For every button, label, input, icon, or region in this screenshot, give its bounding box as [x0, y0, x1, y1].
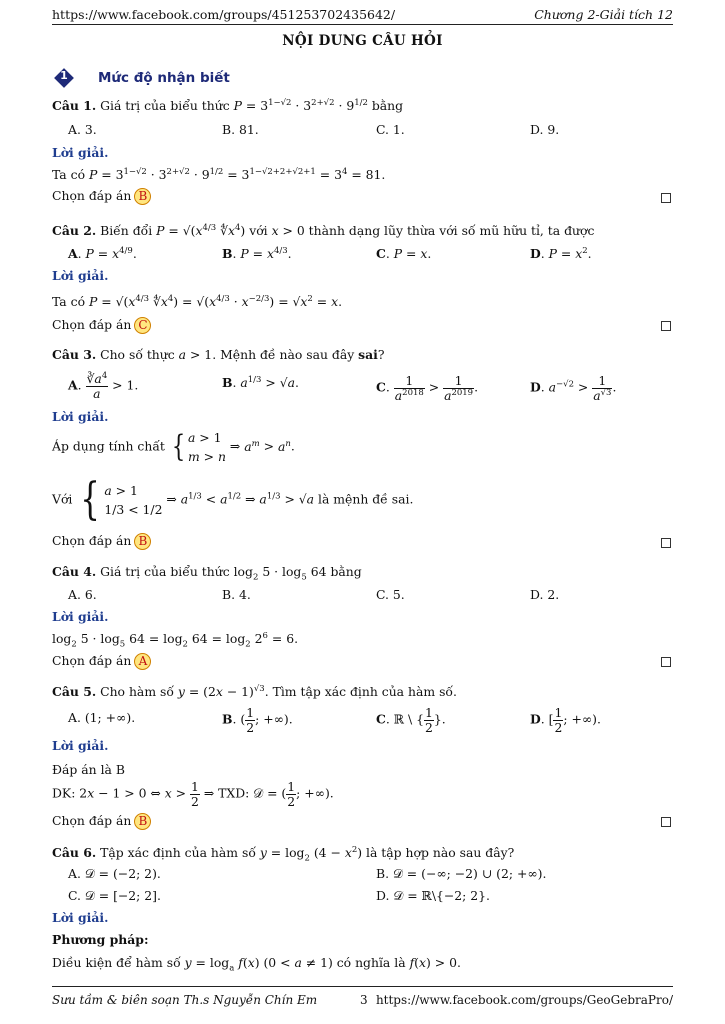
- q3-end-box: [661, 538, 671, 548]
- q3-option-a: A. $\frac{∛a^4}{a}$ > 1.: [68, 370, 139, 401]
- q3-solution-property: Áp dụng tính chất { a > 1 m > n ⇒ $a^m > a^n$.: [52, 429, 295, 465]
- q5-option-b: B. ( $\frac{1}{2}$ ; +∞).: [222, 705, 293, 735]
- q1-option-a: A. 3.: [68, 122, 97, 137]
- q2-option-c: C. P = x.: [376, 246, 432, 261]
- footer-url[interactable]: https://www.facebook.com/groups/GeoGebraPro/: [375, 993, 673, 1007]
- question-3-stem: Câu 3. Cho số thực a > 1. Mệnh đề nào sau đây sai?: [52, 347, 385, 362]
- question-5-stem: Câu 5. Cho hàm số $y = (2x - 1)^{√3}$. Tìm tập xác định của hàm số.: [52, 683, 457, 699]
- q4-option-c: C. 5.: [376, 587, 405, 602]
- q5-answer: Chọn đáp án B: [52, 813, 151, 830]
- q6-option-d: D. 𝒟 = ℝ\{−2; 2}.: [376, 888, 490, 903]
- q4-solution-line: $\log_2 5 \cdot \log_5 64 = \log_2 64 = \log_2 2^6 = 6$.: [52, 630, 299, 650]
- section-number-badge: 1: [54, 68, 74, 88]
- q2-answer-badge: C: [134, 317, 151, 334]
- q2-option-b: B. $P = x^{4/3}$.: [222, 245, 292, 261]
- q2-end-box: [661, 321, 671, 331]
- q5-solution-line-1: Đáp án là B: [52, 762, 125, 777]
- q6-solution-label: Lời giải.: [52, 910, 109, 925]
- header-chapter: Chương 2-Giải tích 12: [534, 7, 673, 22]
- q2-option-a: A. $P = x^{4/9}$.: [68, 245, 137, 261]
- footer-rule: [52, 986, 673, 987]
- q3-answer-badge: B: [134, 533, 151, 550]
- q2-solution-label: Lời giải.: [52, 268, 109, 283]
- q1-solution-line: Ta có $P = 3^{1-√2} \cdot 3^{2+√2} \cdot 9^{1/2} = 3^{1-√2+2+√2+1} = 3^4 = 81$.: [52, 166, 386, 182]
- q5-option-c: C. ℝ \ { $\frac{1}{2}$ }.: [376, 705, 446, 735]
- q5-answer-badge: B: [134, 813, 151, 830]
- q5-option-d: D. [ $\frac{1}{2}$ ; +∞).: [530, 705, 601, 735]
- q1-option-c: C. 1.: [376, 122, 405, 137]
- q4-end-box: [661, 657, 671, 667]
- q1-solution-label: Lời giải.: [52, 145, 109, 160]
- q6-method-line: Diều kiện để hàm số $y = \log_a f(x) (0 < a \ne 1)$ có nghĩa là f(x) > 0.: [52, 955, 461, 974]
- header-rule: [52, 24, 673, 25]
- q1-answer: Chọn đáp án B: [52, 188, 151, 205]
- q3-option-b: B. $a^{1/3} > √a$.: [222, 374, 299, 390]
- question-1-stem: Câu 1. Giá trị của biểu thức $P = 3^{1-√2} \cdot 3^{2+√2} \cdot 9^{1/2}$ bằng: [52, 97, 404, 113]
- q5-solution-label: Lời giải.: [52, 738, 109, 753]
- question-4-stem: Câu 4. Giá trị của biểu thức $\log_2 5 \cdot \log_5 64$ bằng: [52, 564, 362, 583]
- page-title: NỘI DUNG CÂU HỎI: [282, 33, 443, 49]
- q2-option-d: D. $P = x^2$.: [530, 245, 592, 261]
- footer-author: Sưu tầm & biên soạn Th.s Nguyễn Chín Em: [52, 993, 318, 1007]
- q4-solution-label: Lời giải.: [52, 609, 109, 624]
- q3-solution-with: Với { a > 1 1/3 < 1/2 ⇒ $a^{1/3} < a^{1/2}$ ⇒ $a^{1/3} > √a$ là mệnh đề sai.: [52, 474, 414, 525]
- section-title: Mức độ nhận biết: [97, 70, 230, 86]
- q5-option-a: A. (1; +∞).: [68, 710, 136, 725]
- q6-option-c: C. 𝒟 = [−2; 2].: [68, 888, 161, 903]
- question-6-stem: Câu 6. Tập xác định của hàm số $y = \log_2 (4 - x^2)$ là tập hợp nào sau đây?: [52, 844, 515, 864]
- q4-option-b: B. 4.: [222, 587, 251, 602]
- q5-end-box: [661, 817, 671, 827]
- question-2-stem: Câu 2. Biến đổi $P = √(x^{4/3}$ $∜x^4$) với x > 0 thành dạng lũy thừa với số mũ hữu tỉ, ta được: [52, 222, 595, 238]
- q2-solution-line: Ta có $P = √(x^{4/3}$ $∜x^4) = √(x^{4/3} \cdot x^{-2/3}) = √x^2 = x$.: [52, 293, 343, 309]
- q6-option-b: B. 𝒟 = (−∞; −2) ∪ (2; +∞).: [376, 866, 547, 881]
- q5-solution-line-2: DK: 2x − 1 > 0 ⇔ x > $\frac{1}{2}$ ⇒ TXD: 𝒟 = ( $\frac{1}{2}$ ; +∞).: [52, 779, 334, 809]
- q4-option-a: A. 6.: [68, 587, 97, 602]
- q3-answer: Chọn đáp án B: [52, 533, 151, 550]
- q1-option-b: B. 81.: [222, 122, 259, 137]
- q3-option-d: D. $a^{-√2}$ > $\frac{1}{a^{√3}}$ .: [530, 373, 617, 403]
- q4-answer: Chọn đáp án A: [52, 653, 151, 670]
- footer-page-number: 3: [360, 993, 368, 1007]
- q4-answer-badge: A: [134, 653, 151, 670]
- header-url[interactable]: https://www.facebook.com/groups/451253702435642/: [52, 7, 396, 22]
- q4-option-d: D. 2.: [530, 587, 560, 602]
- q1-end-box: [661, 193, 671, 203]
- q2-answer: Chọn đáp án C: [52, 317, 151, 334]
- q1-option-d: D. 9.: [530, 122, 560, 137]
- q3-solution-label: Lời giải.: [52, 409, 109, 424]
- section-heading: [54, 68, 230, 88]
- q3-option-c: C. $\frac{1}{a^{2018}}$ > $\frac{1}{a^{2019}}$ .: [376, 373, 479, 403]
- q6-option-a: A. 𝒟 = (−2; 2).: [68, 866, 161, 881]
- q6-method-label: Phương pháp:: [52, 932, 149, 947]
- q1-answer-badge: B: [134, 188, 151, 205]
